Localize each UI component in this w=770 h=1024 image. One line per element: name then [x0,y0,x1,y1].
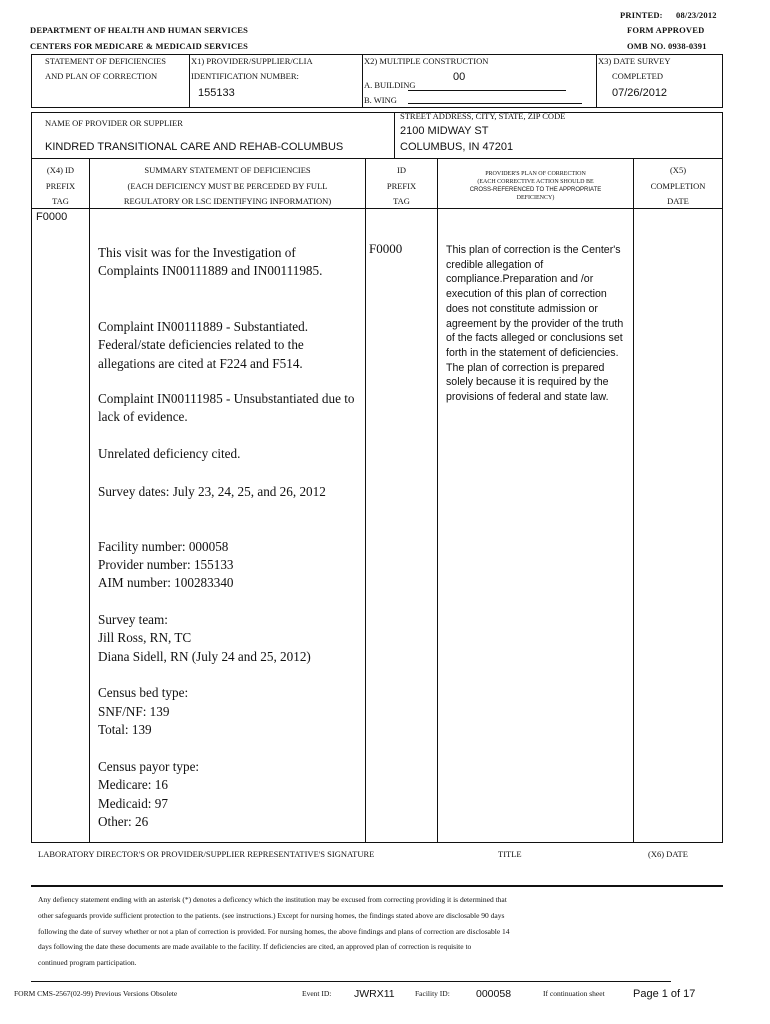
printed-label: PRINTED: [620,10,663,20]
box1-left-border [31,54,32,108]
box1-bottom-border [31,107,723,108]
plan-header-line4: DEFICIENCY) [516,195,555,201]
deficiency-paragraph: Survey team: [98,612,168,627]
box1-divider-3 [596,54,597,108]
col-divider-1 [89,159,90,842]
facility-id-label: Facility ID: [415,989,450,998]
summary-header-line2: (EACH DEFICIENCY MUST BE PERCEDED BY FULL [127,181,328,191]
deficiency-paragraph: Diana Sidell, RN (July 24 and 25, 2012) [98,649,311,664]
deficiency-paragraph: Census bed type: [98,685,189,700]
x1-label-line2: IDENTIFICATION NUMBER: [191,71,299,81]
x4-header-line1: (X4) ID [46,165,75,175]
statement-label-line1: STATEMENT OF DEFICIENCIES [45,56,167,66]
building-value: 00 [453,71,466,83]
id-header-line1: ID [397,165,406,175]
box2-left-border [31,112,32,159]
street-address-line1: 2100 MIDWAY ST [400,125,489,137]
box1-top-border [31,54,723,55]
form-number: FORM CMS-2567(02-99) Previous Versions Obsolete [14,989,178,998]
disclaimer-line: days following the date these documents are made available to the facility. If deficiencies are cited, an approved plan of correction is requisite to [38,942,472,951]
facility-id-value: 000058 [476,988,512,1000]
x2-label: X2) MULTIPLE CONSTRUCTION [364,56,489,66]
x4-header-line2: PREFIX [45,181,76,191]
deficiency-paragraph: Census payor type: [98,759,200,774]
box1-divider-2 [362,54,363,108]
event-id-value: JWRX11 [354,988,395,1000]
omb-number: OMB NO. 0938-0391 [627,41,707,51]
table-left-border [31,159,32,842]
provider-name-label: NAME OF PROVIDER OR SUPPLIER [45,118,183,128]
disclaimer-line: other safeguards provide sufficient protection to the patients. (see instructions.) Except for nursing homes, the findings stated above are disclosable 90 days [38,911,505,920]
page-number: Page 1 of 17 [633,988,696,1000]
prefix-tag-right: F0000 [369,241,403,256]
x5-header-line2: COMPLETION [650,181,706,191]
deficiency-paragraph: Medicaid: 97 [98,796,168,811]
col-divider-4 [633,159,634,842]
x6-date-label: (X6) DATE [648,849,688,859]
provider-id-value: 155133 [198,87,235,99]
x3-label-line1: X3) DATE SURVEY [598,56,671,66]
summary-header-line1: SUMMARY STATEMENT OF DEFICIENCIES [144,165,311,175]
plan-header-line3: CROSS-REFERENCED TO THE APPROPRIATE [469,187,602,193]
box2-bottom-border [31,158,723,159]
disclaimer-top-rule [31,885,723,887]
plan-of-correction-text: This plan of correction is the Center's credible allegation of compliance.Preparation and /or execution of this plan of correction does not constitute admission or agreement by the provider of the truth of the facts alleged or conclusions set forth in the statement of deficiencies. The plan of correction is prepared solely because it is required by the provisions of federal and state law. [446,244,624,404]
box2-divider [394,112,395,159]
deficiency-paragraph: Total: 139 [98,722,152,737]
wing-underline [408,103,582,104]
deficiency-paragraph: Facility number: 000058 [98,539,229,554]
id-header-line2: PREFIX [386,181,417,191]
deficiency-paragraph: Complaint IN00111985 - Unsubstantiated due to lack of evidence. [98,391,355,425]
department-name: DEPARTMENT OF HEALTH AND HUMAN SERVICES [30,25,249,35]
deficiency-paragraph: Complaint IN00111889 - Substantiated. Federal/state deficiencies related to the allegations are cited at F224 and F514. [98,319,309,371]
signature-label: LABORATORY DIRECTOR'S OR PROVIDER/SUPPLIER REPRESENTATIVE'S SIGNATURE [38,849,375,859]
title-label: TITLE [498,849,522,859]
wing-label: B. WING [364,95,397,105]
col-divider-3 [437,159,438,842]
form-approved: FORM APPROVED [627,25,705,35]
x5-header-line1: (X5) [669,165,687,175]
centers-name: CENTERS FOR MEDICARE & MEDICAID SERVICES [30,41,249,51]
id-header-line3: TAG [393,196,410,206]
box2-top-border [31,112,723,113]
box1-right-border [722,54,723,108]
statement-label-line2: AND PLAN OF CORRECTION [45,71,158,81]
deficiency-paragraph: SNF/NF: 139 [98,704,170,719]
box2-right-border [722,112,723,159]
deficiency-paragraph: Medicare: 16 [98,777,168,792]
street-address-label: STREET ADDRESS, CITY, STATE, ZIP CODE [400,111,566,121]
deficiency-paragraph: AIM number: 100283340 [98,575,234,590]
footer-top-rule [31,981,671,982]
deficiency-paragraph: Other: 26 [98,814,149,829]
table-bottom-border [31,842,723,843]
deficiency-paragraph: Unrelated deficiency cited. [98,446,241,461]
x5-header-line3: DATE [667,196,689,206]
disclaimer-line: Any defiency statement ending with an asterisk (*) denotes a deficency which the institution may be excused from correcting providing it is determined that [38,895,507,904]
table-right-border [722,159,723,842]
header-row-border [31,208,723,209]
deficiency-paragraph: Jill Ross, RN, TC [98,630,192,645]
plan-header-line1: PROVIDER'S PLAN OF CORRECTION [485,171,586,177]
summary-header-line3: REGULATORY OR LSC IDENTIFYING INFORMATION) [123,196,332,206]
building-label: A. BUILDING [364,80,416,90]
provider-name-value: KINDRED TRANSITIONAL CARE AND REHAB-COLUMBUS [45,141,344,153]
building-underline [408,90,566,91]
prefix-tag-left: F0000 [36,211,68,223]
plan-header-line2: (EACH CORRECTIVE ACTION SHOULD BE [477,179,594,185]
disclaimer-line: continued program participation. [38,958,137,967]
x1-label-line1: X1) PROVIDER/SUPPLIER/CLIA [191,56,313,66]
survey-completed-date: 07/26/2012 [612,87,668,99]
disclaimer-line: following the date of survey whether or not a plan of correction is provided. For nursing homes, the above findings and plans of correction are disclosable 14 [38,927,510,936]
x3-label-line2: COMPLETED [612,71,663,81]
deficiency-paragraph: Survey dates: July 23, 24, 25, and 26, 2012 [98,484,326,499]
event-id-label: Event ID: [302,989,332,998]
printed-date: 08/23/2012 [676,10,717,20]
street-address-line2: COLUMBUS, IN 47201 [400,141,514,153]
continuation-label: If continuation sheet [543,989,605,998]
col-divider-2 [365,159,366,842]
x4-header-line3: TAG [52,196,69,206]
deficiency-paragraph: Provider number: 155133 [98,557,234,572]
deficiency-paragraph: This visit was for the Investigation of Complaints IN00111889 and IN00111985. [98,245,323,279]
box1-divider-1 [189,54,190,108]
